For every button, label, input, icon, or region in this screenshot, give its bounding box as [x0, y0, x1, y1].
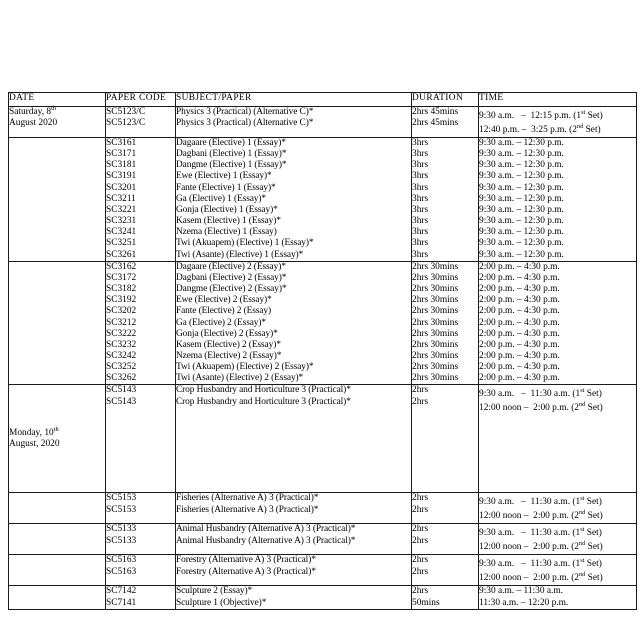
subject-paper: Ewe (Elective) 2 (Essay)* — [176, 295, 272, 306]
paper-code: SC5143 — [106, 385, 137, 396]
paper-code: SC3242 — [106, 350, 137, 361]
time-cell — [479, 524, 637, 555]
subject-paper: Sculpture 2 (Essay)* — [176, 586, 253, 597]
time-slot: 2:00 p.m. – 4:30 p.m. — [479, 362, 560, 373]
time-slot: 2:00 p.m. – 4:30 p.m. — [479, 350, 560, 361]
time-slot: 12:00 noon – 2:00 p.m. (2nd Set) — [479, 571, 603, 584]
table-row — [9, 493, 637, 524]
paper-code: SC3202 — [106, 306, 137, 317]
subject-paper: Fante (Elective) 2 (Essay) — [176, 306, 272, 317]
table-row — [9, 138, 637, 262]
paper-code: SC5123/C — [106, 107, 146, 117]
subject-paper: Animal Husbandry (Alternative A) 3 (Practical)* — [176, 524, 356, 535]
subject-cell — [176, 493, 412, 524]
duration: 2hrs 30mins — [412, 328, 459, 339]
subject-paper: Dagbani (Elective) 2 (Essay)* — [176, 272, 287, 283]
time-slot: 9:30 a.m. – 11:30 a.m. (1st Set) — [479, 387, 602, 400]
duration-cell — [412, 385, 479, 493]
paper-code: SC3171 — [106, 149, 137, 160]
table-row — [9, 524, 637, 555]
time-slot: 9:30 a.m. – 12:15 p.m. (1st Set) — [479, 108, 603, 121]
paper-code: SC3231 — [106, 216, 137, 227]
paper-code-cell — [106, 385, 176, 493]
duration-cell — [412, 493, 479, 524]
time-slot: 9:30 a.m. – 12:30 p.m. — [479, 227, 564, 238]
time-slot: 2:00 p.m. – 4:30 p.m. — [479, 306, 560, 317]
paper-code: SC3192 — [106, 295, 137, 306]
date-cell-empty — [9, 586, 106, 609]
duration: 2hrs 30mins — [412, 306, 459, 317]
time-slot: 2:00 p.m. – 4:30 p.m. — [479, 295, 560, 306]
duration: 3hrs — [412, 182, 429, 193]
time-slot: 12:00 noon – 2:00 p.m. (2nd Set) — [479, 540, 603, 553]
column-header-date: DATE — [9, 93, 106, 107]
subject-cell — [176, 586, 412, 609]
time-slot: 9:30 a.m. – 12:30 p.m. — [479, 182, 564, 193]
time-slot: 2:00 p.m. – 4:30 p.m. — [479, 261, 560, 272]
subject-paper: Physics 3 (Practical) (Alternative C)* — [176, 107, 314, 117]
time-slot: 9:30 a.m. – 11:30 a.m. (1st Set) — [479, 526, 602, 539]
table-row — [9, 555, 637, 586]
time-slot: 2:00 p.m. – 4:30 p.m. — [479, 328, 560, 339]
time-slot: 12:00 noon – 2:00 p.m. (2nd Set) — [479, 401, 603, 414]
paper-code: SC5153 — [106, 504, 137, 515]
subject-paper: Crop Husbandry and Horticulture 3 (Practical)* — [176, 385, 351, 396]
time-slot: 9:30 a.m. – 11:30 a.m. — [479, 586, 564, 597]
column-header-subject: SUBJECT/PAPER — [176, 93, 412, 107]
paper-code-cell — [106, 493, 176, 524]
date-ordinal-suffix: th — [51, 104, 56, 112]
duration: 2hrs 45mins — [412, 107, 459, 117]
date-cell-empty — [9, 524, 106, 555]
subject-paper: Nzema (Elective) 1 (Essay) — [176, 227, 277, 238]
time-slot: 12:00 noon – 2:00 p.m. (2nd Set) — [479, 509, 603, 522]
paper-code: SC5143 — [106, 396, 137, 407]
paper-code: SC5123/C — [106, 118, 146, 129]
paper-code-cell — [106, 138, 176, 262]
duration: 2hrs 30mins — [412, 272, 459, 283]
time-slot: 9:30 a.m. – 12:30 p.m. — [479, 171, 564, 182]
subject-paper: Twi (Akuapem) (Elective) 2 (Essay)* — [176, 362, 314, 373]
subject-paper: Dagbani (Elective) 1 (Essay)* — [176, 149, 287, 160]
paper-code: SC3222 — [106, 328, 137, 339]
subject-paper: Twi (Asante) (Elective) 2 (Essay)* — [176, 373, 304, 384]
paper-code: SC3181 — [106, 160, 137, 171]
time-cell — [479, 385, 637, 493]
time-slot: 12:40 p.m. – 3:25 p.m. (2nd Set) — [479, 122, 601, 135]
subject-paper: Gonja (Elective) 1 (Essay)* — [176, 204, 278, 215]
paper-code: SC3221 — [106, 204, 137, 215]
duration: 3hrs — [412, 227, 429, 238]
duration: 2hrs 30mins — [412, 373, 459, 384]
time-slot: 9:30 a.m. – 11:30 a.m. (1st Set) — [479, 557, 602, 570]
duration: 2hrs — [412, 555, 429, 566]
subject-paper: Kasem (Elective) 2 (Essay)* — [176, 339, 281, 350]
table-header-row — [9, 93, 637, 107]
paper-code: SC5153 — [106, 493, 137, 504]
duration: 2hrs — [412, 566, 429, 577]
duration: 2hrs 30mins — [412, 350, 459, 361]
date-cell-empty — [9, 555, 106, 586]
duration: 2hrs 30mins — [412, 317, 459, 328]
paper-code: SC3261 — [106, 249, 137, 260]
paper-code: SC3252 — [106, 362, 137, 373]
paper-code: SC3201 — [106, 182, 137, 193]
subject-paper: Dangme (Elective) 1 (Essay)* — [176, 160, 287, 171]
time-slot: 2:00 p.m. – 4:30 p.m. — [479, 272, 560, 283]
paper-code: SC3251 — [106, 238, 137, 249]
subject-paper: Crop Husbandry and Horticulture 3 (Practical)* — [176, 396, 351, 407]
duration: 2hrs — [412, 493, 429, 504]
paper-code: SC7141 — [106, 597, 137, 608]
duration: 2hrs 45mins — [412, 118, 459, 129]
subject-cell — [176, 261, 412, 385]
subject-paper: Kasem (Elective) 1 (Essay)* — [176, 216, 281, 227]
time-cell — [479, 586, 637, 609]
time-slot: 9:30 a.m. – 12:30 p.m. — [479, 204, 564, 215]
duration-cell — [412, 524, 479, 555]
subject-paper: Fante (Elective) 1 (Essay)* — [176, 182, 276, 193]
duration: 2hrs — [412, 396, 429, 407]
duration: 2hrs — [412, 504, 429, 515]
duration: 3hrs — [412, 149, 429, 160]
date-cell-saturday: Saturday, 8th August 2020 — [9, 107, 106, 138]
time-slot: 2:00 p.m. – 4:30 p.m. — [479, 284, 560, 295]
subject-cell — [176, 385, 412, 493]
time-slot: 9:30 a.m. – 12:30 p.m. — [479, 249, 564, 260]
time-slot: 9:30 a.m. – 11:30 a.m. (1st Set) — [479, 495, 602, 508]
paper-code-cell — [106, 586, 176, 609]
date-cell-monday: Monday, 10th August, 2020 — [9, 385, 106, 493]
subject-paper: Ga (Elective) 2 (Essay)* — [176, 317, 267, 328]
paper-code: SC5133 — [106, 524, 137, 535]
paper-code: SC3182 — [106, 284, 137, 295]
time-slot: 9:30 a.m. – 12:30 p.m. — [479, 238, 564, 249]
duration: 3hrs — [412, 216, 429, 227]
subject-cell — [176, 107, 412, 138]
duration: 2hrs 30mins — [412, 362, 459, 373]
subject-paper: Forestry (Alternative A) 3 (Practical)* — [176, 566, 316, 577]
date-cell-empty — [9, 138, 106, 262]
duration-cell — [412, 107, 479, 138]
duration: 50mins — [412, 597, 440, 608]
column-header-time: TIME — [479, 93, 637, 107]
subject-paper: Gonja (Elective) 2 (Essay)* — [176, 328, 278, 339]
subject-paper: Twi (Asante) (Elective) 1 (Essay)* — [176, 249, 304, 260]
paper-code-cell — [106, 261, 176, 385]
duration: 2hrs 30mins — [412, 339, 459, 350]
subject-paper: Sculpture 1 (Objective)* — [176, 597, 267, 608]
table-row — [9, 586, 637, 609]
time-cell — [479, 261, 637, 385]
duration: 2hrs 30mins — [412, 284, 459, 295]
table-row — [9, 107, 637, 138]
paper-code: SC3172 — [106, 272, 137, 283]
subject-paper: Dagaare (Elective) 2 (Essay)* — [176, 261, 286, 272]
duration-cell — [412, 586, 479, 609]
column-header-paper-code: PAPER CODE — [106, 93, 176, 107]
date-cell-empty — [9, 493, 106, 524]
paper-code: SC3212 — [106, 317, 137, 328]
subject-paper: Physics 3 (Practical) (Alternative C)* — [176, 118, 314, 129]
duration-cell — [412, 261, 479, 385]
time-slot: 11:30 a.m. – 12:20 p.m. — [479, 597, 569, 608]
subject-cell — [176, 555, 412, 586]
duration: 2hrs — [412, 385, 429, 396]
subject-paper: Fisheries (Alternative A) 3 (Practical)* — [176, 504, 319, 515]
subject-paper: Dangme (Elective) 2 (Essay)* — [176, 284, 287, 295]
paper-code: SC3232 — [106, 339, 137, 350]
column-header-duration: DURATION — [412, 93, 479, 107]
table-row — [9, 385, 637, 493]
duration: 2hrs 30mins — [412, 295, 459, 306]
paper-code: SC3211 — [106, 193, 136, 204]
time-cell — [479, 107, 637, 138]
duration: 3hrs — [412, 249, 429, 260]
duration-cell — [412, 555, 479, 586]
subject-cell — [176, 524, 412, 555]
time-cell — [479, 493, 637, 524]
subject-paper: Ewe (Elective) 1 (Essay)* — [176, 171, 272, 182]
paper-code: SC3262 — [106, 373, 137, 384]
subject-cell — [176, 138, 412, 262]
time-slot: 2:00 p.m. – 4:30 p.m. — [479, 339, 560, 350]
time-slot: 9:30 a.m. – 12:30 p.m. — [479, 138, 564, 148]
duration: 2hrs — [412, 524, 429, 535]
paper-code: SC3191 — [106, 171, 137, 182]
paper-code-cell — [106, 555, 176, 586]
table-row — [9, 261, 637, 385]
paper-code: SC3241 — [106, 227, 137, 238]
time-slot: 9:30 a.m. – 12:30 p.m. — [479, 149, 564, 160]
duration: 3hrs — [412, 138, 429, 148]
date-ordinal-suffix: th — [53, 425, 59, 433]
time-cell — [479, 138, 637, 262]
duration: 3hrs — [412, 204, 429, 215]
time-slot: 9:30 a.m. – 12:30 p.m. — [479, 193, 564, 204]
subject-paper: Ga (Elective) 1 (Essay)* — [176, 193, 267, 204]
paper-code-cell — [106, 524, 176, 555]
duration: 2hrs — [412, 535, 429, 546]
duration: 3hrs — [412, 160, 429, 171]
duration: 3hrs — [412, 193, 429, 204]
paper-code-cell — [106, 107, 176, 138]
subject-paper: Nzema (Elective) 2 (Essay)* — [176, 350, 282, 361]
time-cell — [479, 555, 637, 586]
duration: 3hrs — [412, 171, 429, 182]
subject-paper: Twi (Akuapem) (Elective) 1 (Essay)* — [176, 238, 314, 249]
paper-code: SC5163 — [106, 566, 137, 577]
paper-code: SC3162 — [106, 261, 137, 272]
duration-cell — [412, 138, 479, 262]
time-slot: 2:00 p.m. – 4:30 p.m. — [479, 373, 560, 384]
duration: 2hrs 30mins — [412, 261, 459, 272]
paper-code: SC3161 — [106, 138, 137, 148]
duration: 2hrs — [412, 586, 429, 597]
duration: 3hrs — [412, 238, 429, 249]
time-slot: 9:30 a.m. – 12:30 p.m. — [479, 160, 564, 171]
exam-timetable-table — [8, 92, 637, 610]
paper-code: SC5133 — [106, 535, 137, 546]
date-cell-empty — [9, 261, 106, 385]
time-slot: 9:30 a.m. – 12:30 p.m. — [479, 216, 564, 227]
subject-paper: Forestry (Alternative A) 3 (Practical)* — [176, 555, 316, 566]
subject-paper: Dagaare (Elective) 1 (Essay)* — [176, 138, 286, 148]
subject-paper: Fisheries (Alternative A) 3 (Practical)* — [176, 493, 319, 504]
paper-code: SC7142 — [106, 586, 137, 597]
subject-paper: Animal Husbandry (Alternative A) 3 (Practical)* — [176, 535, 356, 546]
table-body — [9, 104, 637, 610]
time-slot: 2:00 p.m. – 4:30 p.m. — [479, 317, 560, 328]
paper-code: SC5163 — [106, 555, 137, 566]
